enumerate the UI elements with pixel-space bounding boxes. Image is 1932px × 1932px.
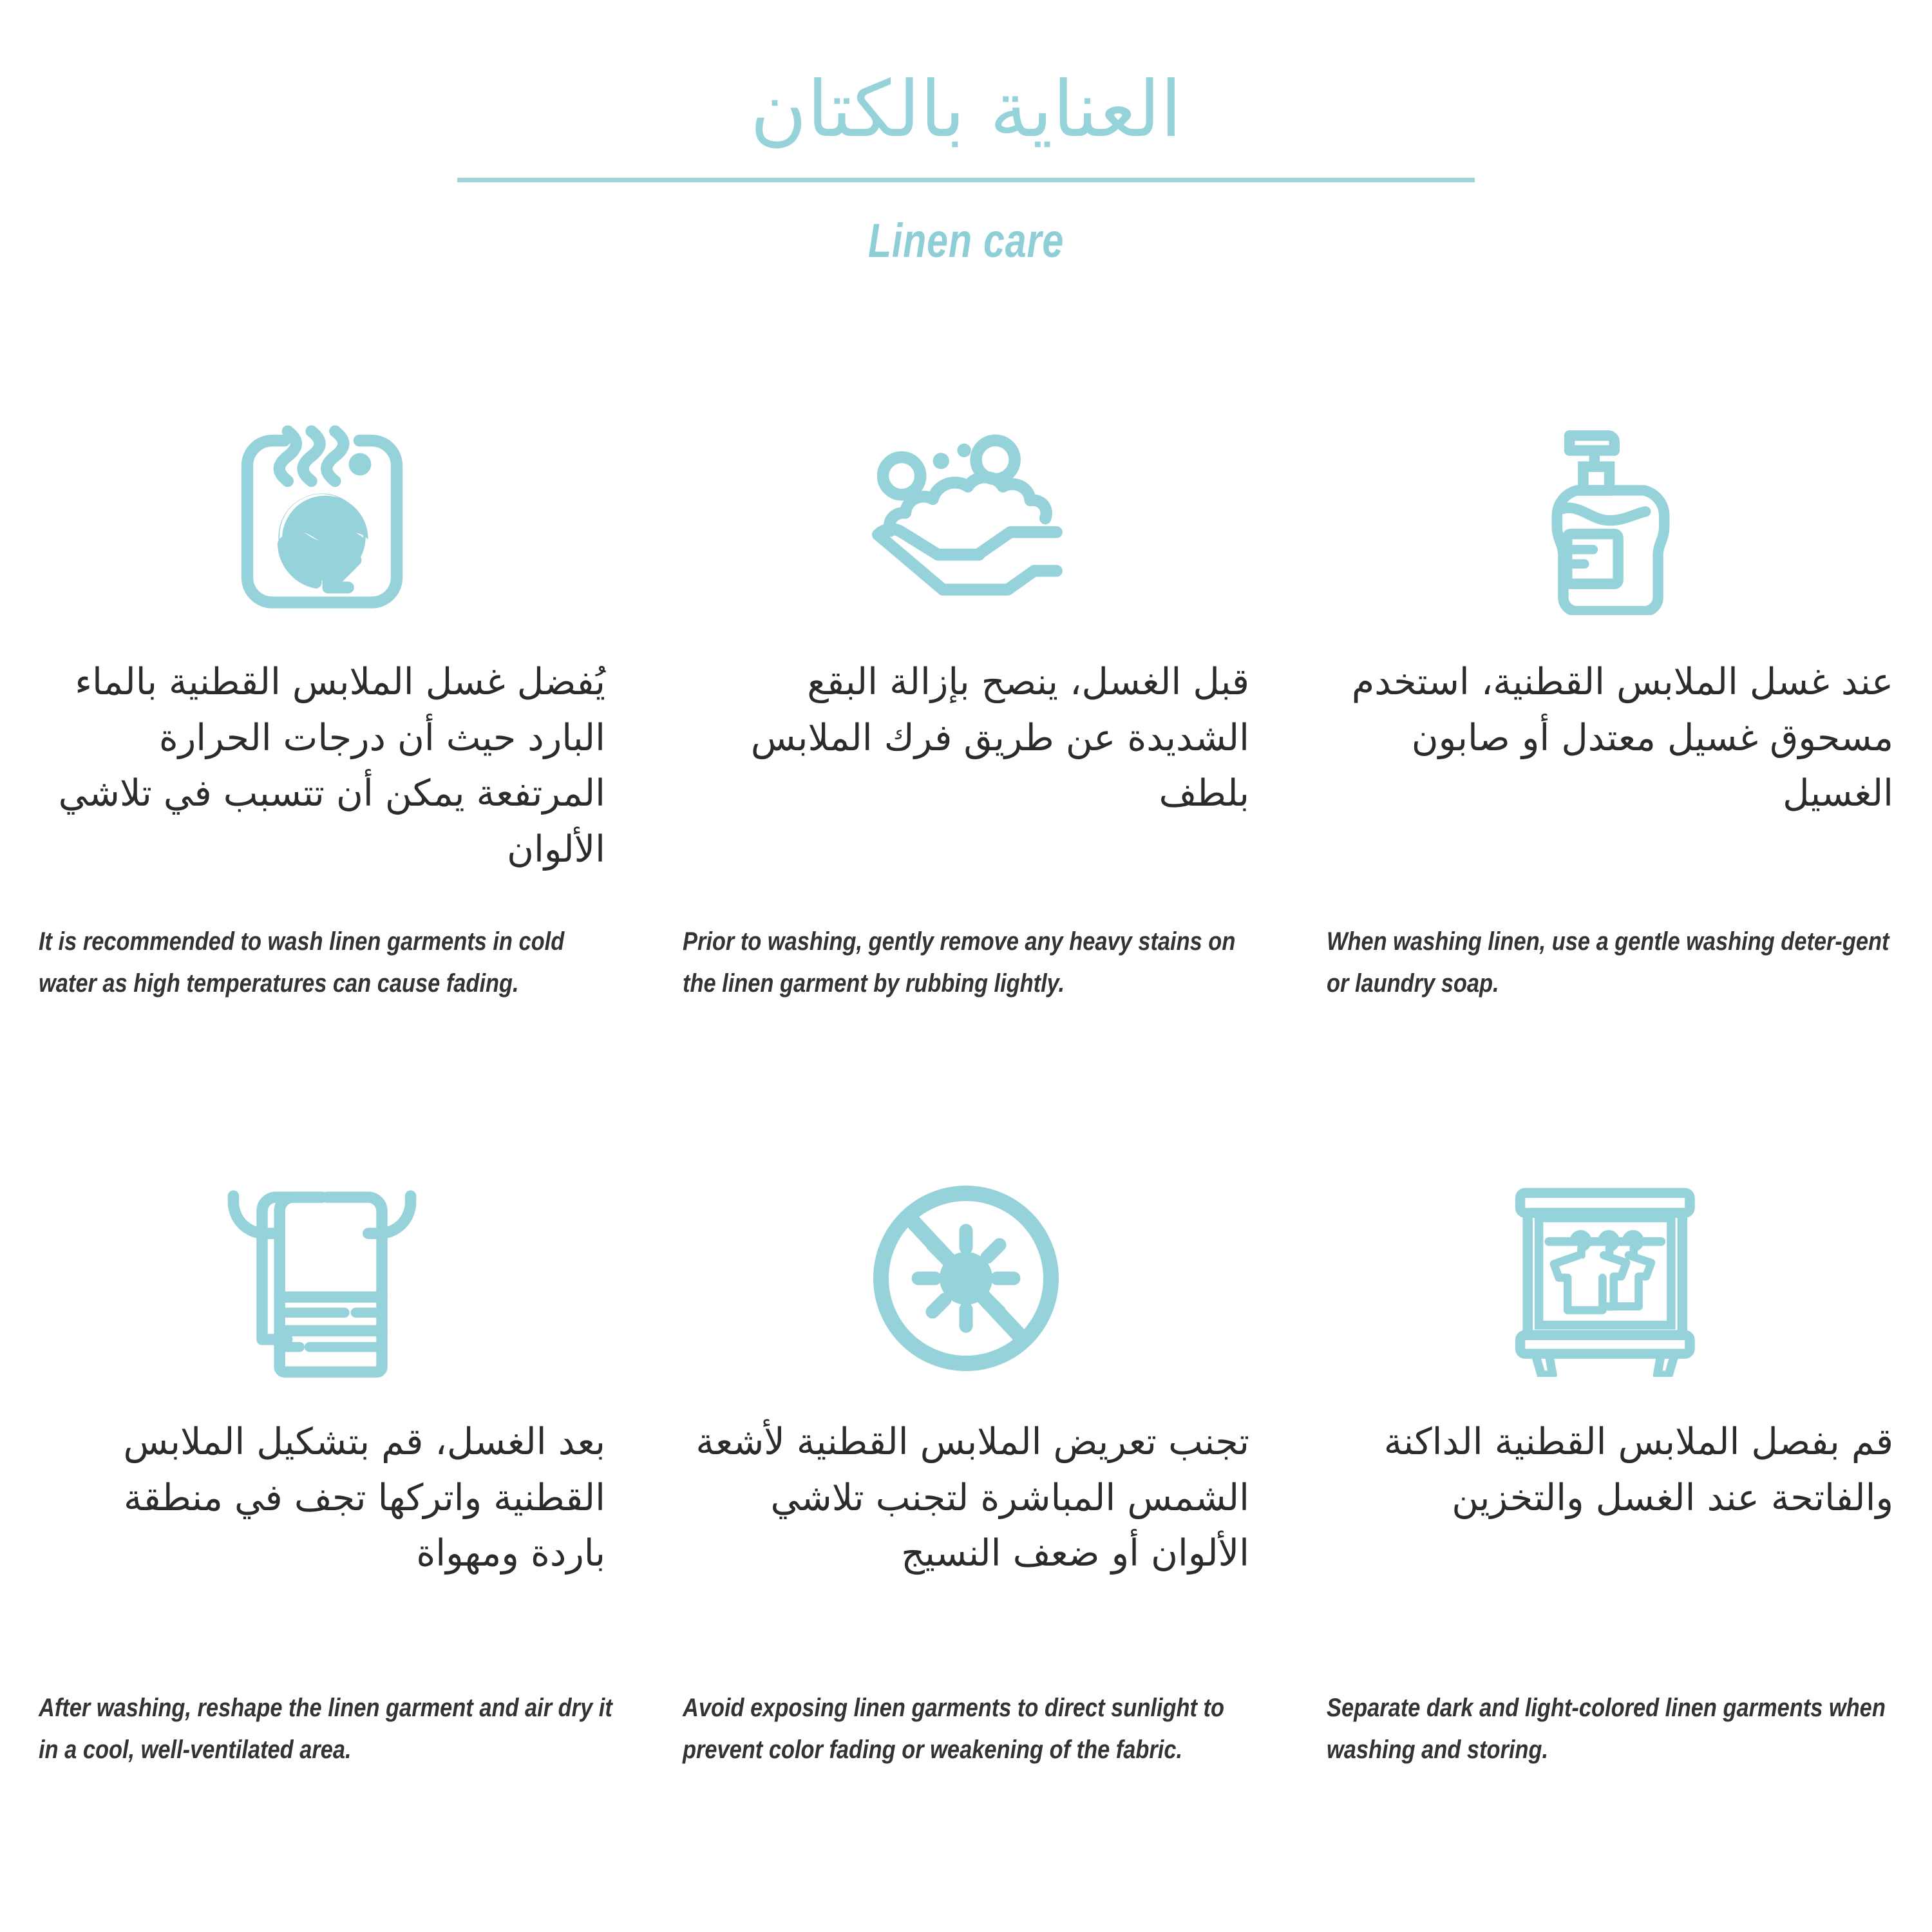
care-text-arabic: عند غسل الملابس القطنية، استخدم مسحوق غسيل معتدل أو صابون الغسيل: [1351, 661, 1893, 815]
page-subtitle-english: Linen care: [867, 214, 1065, 267]
no-sunlight-icon: [683, 1172, 1249, 1385]
care-text-english: It is recommended to wash linen garments in cold water as high temperatures can cause fading.: [39, 927, 565, 998]
towel-rack-icon: [39, 1172, 605, 1385]
care-text-arabic: قبل الغسل، ينصح بإزالة البقع الشديدة عن طريق فرك الملابس بلطف: [750, 661, 1249, 815]
care-instructions-grid: [0, 412, 1932, 1932]
care-card-3: [1288, 412, 1932, 1172]
care-card-4: [0, 1172, 644, 1932]
detergent-bottle-icon: [1327, 412, 1893, 625]
care-text-arabic: بعد الغسل، قم بتشكيل الملابس القطنية واتركها تجف في منطقة باردة ومهواة: [123, 1421, 605, 1575]
care-text-english: Avoid exposing linen garments to direct sunlight to prevent color fading or weakening of the fabric.: [683, 1694, 1224, 1764]
wardrobe-hangers-icon: [1327, 1172, 1893, 1385]
care-text-arabic: يُفضل غسل الملابس القطنية بالماء البارد حيث أن درجات الحرارة المرتفعة يمكن أن تتسبب في تلاشي الألوان: [58, 661, 605, 871]
title-divider: [457, 178, 1475, 182]
care-card-2: [644, 412, 1288, 1172]
page-title-arabic: العناية بالكتان: [750, 65, 1182, 155]
care-text-english: Prior to washing, gently remove any heavy stains on the linen garment by rubbing lightly.: [683, 927, 1236, 998]
hand-soap-foam-icon: [683, 412, 1249, 625]
care-card-6: [1288, 1172, 1932, 1932]
dryer-steam-icon: [39, 412, 605, 625]
care-text-english: When washing linen, use a gentle washing deter-gent or laundry soap.: [1327, 927, 1889, 998]
care-card-5: [644, 1172, 1288, 1932]
care-text-arabic: تجنب تعريض الملابس القطنية لأشعة الشمس المباشرة لتجنب تلاشي الألوان أو ضعف النسيج: [696, 1421, 1249, 1575]
page-header: [0, 0, 1932, 268]
care-text-arabic: قم بفصل الملابس القطنية الداكنة والفاتحة عند الغسل والتخزين: [1383, 1421, 1893, 1519]
care-card-1: [0, 412, 644, 1172]
care-text-english: After washing, reshape the linen garment and air dry it in a cool, well-ventilated area.: [39, 1694, 612, 1764]
care-text-english: Separate dark and light-colored linen garments when washing and storing.: [1327, 1694, 1886, 1764]
